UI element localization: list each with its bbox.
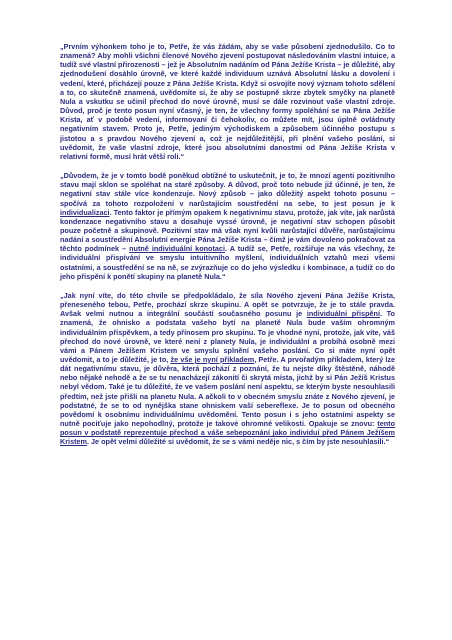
- paragraph-2-text-b: . Tento faktor je přímým opakem k negativnímu stavu, protože, jak víte, jak narůstá kondenzace negativního stavu a dosahuje vyssé úrovně, je negativní stav schopen působit pouze početně a skupinově. Pozitivní stav má však nyní kvůli narůstající důvěře, narůstajícímu nadání a soustředění Absolutní energie Pána Ježíše Krista – čímž je vám dovoleno pokračovat za těchto podmínek –: [60, 207, 395, 254]
- underlined-phrase-individualni-prispeni: individuální přispění: [306, 309, 380, 319]
- paragraph-3-text-a: „Jak nyní víte, do této chvíle se předpokládalo, že síla Nového zjevení Pána Ježíše Krista, přeneseného tebou, Petře, prochází skrze skupinu. A opět se potvrzuje, že je to stále pravda. Avšak velmi nutnou a integrální součástí současného posunu je: [60, 290, 395, 319]
- underlined-phrase-posun-reprezentuje: tento posun v podstatě reprezentuje přechod a váše sebepoznání jako individuí před Pánem Ježíšem Kristem: [60, 419, 395, 447]
- paragraph-2-text-a: „Důvodem, že je v tomto bodě poněkud obtížné to uskutečnit, je to, že mnozí agenti pozitivního stavu mají sklon se spoléhat na staré způsoby. A důvod, proč toto nebude již účinné, je ten, že negativní stav stále více kondenzuje. Nový způsob – jako důležitý aspekt tohoto posunu – spočívá za tohoto rozpoložení v narůstajícím soustředění na sebe, to jest posun je k: [60, 171, 395, 208]
- underlined-phrase-individualizaci: individualizaci: [60, 207, 110, 217]
- paragraph-2: [60, 171, 395, 281]
- paragraph-3-text-d: . Je opět velmi důležité si uvědomit, že se s vámi neděje nic, s čím by jste nesouhlasili.“: [87, 437, 390, 447]
- paragraph-3-text-b: . To znamená, že ohnisko a podstata vašeho bytí na planetě Nula bude vaším ohromným individuálním příspěvkem, a tedy přínosem pro skupinu. To je vhodné nyní, protože, jak víte, váš přechod do nové úrovně, ve které není z planety Nula, je individuální a probíhá osobně mezi vámi a Pánem Ježíšem Kristem ve smyslu splnění vašeho poslání. Co si máte nyní opět uvědomit, a to je důležité, je to,: [60, 309, 395, 364]
- paragraph-1-text: „Prvním výhonkem toho je to, Petře, že vás žádám, aby se vaše působení zjednodušilo. Co to znamená? Aby mohli všichni členové Nového zjevení postupovat následováním vlastní intuice, a tudíž své vlastní přirozenosti – jež je Absolutním nadáním od Pána Ježíše Krista – je důležité, aby zjednodušení dosáhlo úrovně, ve které každé individuum uznává Absolutní lásku a dovolení i vedení, které, přicházejí pouze z Pána Ježíše Krista. Když si osvojíte nový význam tohoto sdělení a to, co skutečně znamená, uvědomíte si, že aby se postupně skrze zbytek smyčky na planetě Nula a vskutku se učinil přechod do nové úrovně, musí se dále rozvinout vaše vlastní zdroje. Důvod, proč je tento posun nyní včasný, je ten, že všechny formy spoléhání se na Pána Ježíše Krista, ať v podobě vedení, informovaní či čehokoliv, co můžete mít, jsou úplně ovládnuty negativním stavem. Proto je, Petře, jediným východiskem a způsobem účinného postupu s jistotou a s pravdou Nového zjevení a, což je nejdůležitější, při plnění vašeho poslání, si uvědomit, že vaše vlastní zdroje, které jsou absolutními danostmi od Pána Ježíše Krista v relativní formě, musí hrát větší roli.“: [60, 42, 395, 161]
- underlined-phrase-vse-je-prikladem: že vše je nyní příkladem: [170, 355, 255, 364]
- paragraph-1: [60, 42, 395, 161]
- paragraph-3-text-c: , Petře. A prvořadým příkladem, který lze dát negativnímu stavu, je důvěra, která pochází z poznání, že tu nejste díky štěstěně, náhodě nebo nějaké nehodě a že se tu nenacházejí zákonití či skrytá místa, jichž by si Pán Ježíš Kristus nebyl vědom. Také je tu důležité, že ve vašem poslání není aspektu, se kterým byste nesouhlasili předtím, než jste přišli na planetu Nula. A ačkoli to v obecném smyslu znáte z Nového zjevení, je podstatné, že se to od nynějška stane ohniskem vaší sebereflexe. Je to posun od obecného povědomí k osobnímu individuálnímu uvědomění. Tento posun i s jeho ostatními aspekty se nutně pociťuje jako nepohodlný, protože je takové ohromné velikosti. Opakuje se znovu:: [60, 355, 396, 429]
- paragraph-3: [60, 291, 395, 447]
- underlined-phrase-individualni-konotaci: nutně individuální konotaci: [129, 244, 225, 254]
- paragraph-2-text-c: . A tudíž se, Petře, rozšiřuje na vás všechny, že individuální přispívání ve smyslu intuitivního myšlení, individuálních vztahů mezi všemi ostatními, a soustředění se na ně, se zvýrazňuje co do jeho výsledku i kombinace, a tudíž co do jeho přispění k ponětí skupiny na planetě Nula.“: [60, 244, 395, 281]
